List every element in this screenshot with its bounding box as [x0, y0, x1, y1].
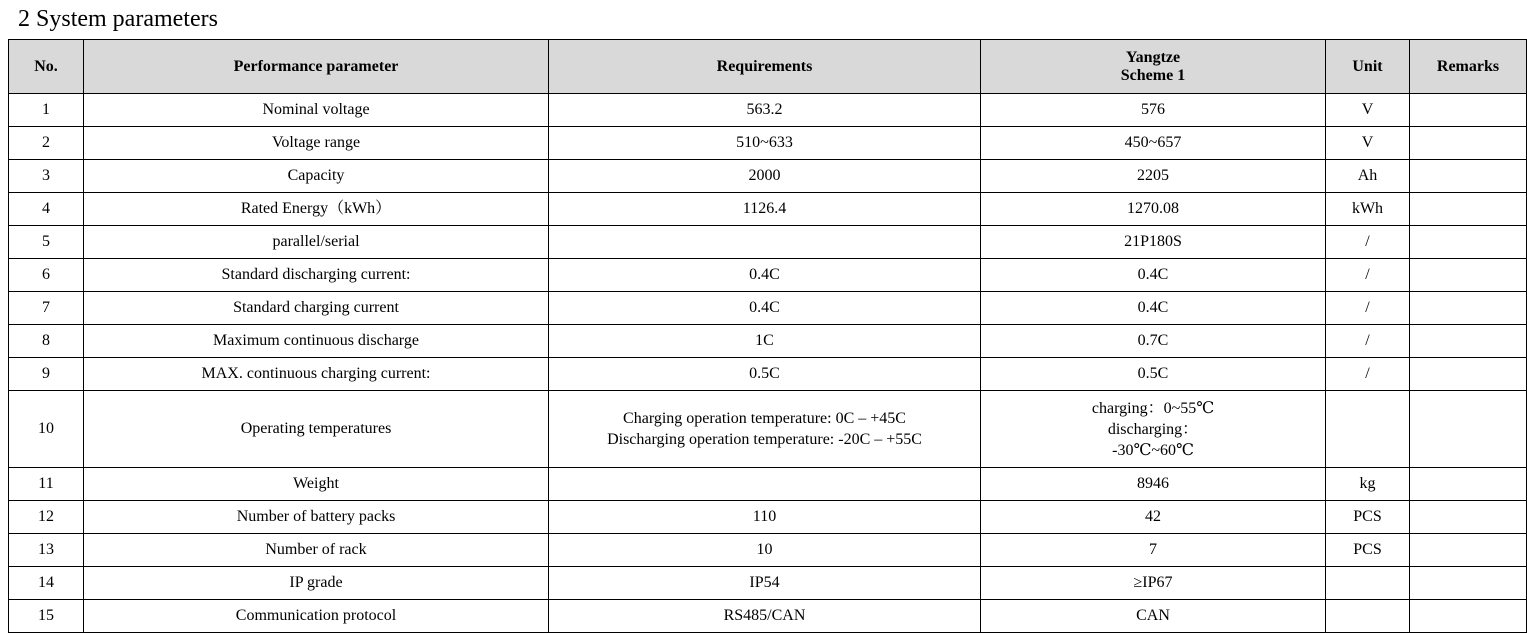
cell-remarks: [1410, 567, 1527, 600]
table-row: [9, 534, 1527, 567]
table-row: [9, 501, 1527, 534]
cell-scheme: 1270.08: [981, 193, 1326, 226]
cell-requirements: 0.4C: [549, 292, 981, 325]
cell-no: 9: [9, 358, 84, 391]
cell-unit: kg: [1326, 468, 1410, 501]
cell-performance-parameter: Operating temperatures: [84, 391, 549, 468]
table-row: [9, 94, 1527, 127]
cell-remarks: [1410, 259, 1527, 292]
header-scheme-line1: Yangtze: [1125, 48, 1181, 66]
cell-no: 12: [9, 501, 84, 534]
cell-requirements: [549, 226, 981, 259]
cell-no: 7: [9, 292, 84, 325]
cell-no: 3: [9, 160, 84, 193]
cell-no: 2: [9, 127, 84, 160]
cell-no: 8: [9, 325, 84, 358]
cell-requirements: [549, 468, 981, 501]
cell-remarks: [1410, 534, 1527, 567]
header-unit: Unit: [1326, 40, 1410, 94]
cell-performance-parameter: Nominal voltage: [84, 94, 549, 127]
cell-performance-parameter: IP grade: [84, 567, 549, 600]
table-row: [9, 358, 1527, 391]
cell-requirements: 510~633: [549, 127, 981, 160]
table-row: [9, 391, 1527, 468]
cell-remarks: [1410, 226, 1527, 259]
cell-unit: /: [1326, 325, 1410, 358]
header-remarks: Remarks: [1410, 40, 1527, 94]
cell-performance-parameter: Number of battery packs: [84, 501, 549, 534]
cell-unit: /: [1326, 358, 1410, 391]
cell-performance-parameter: Capacity: [84, 160, 549, 193]
cell-scheme: 2205: [981, 160, 1326, 193]
cell-remarks: [1410, 292, 1527, 325]
table-row: [9, 259, 1527, 292]
cell-unit: [1326, 600, 1410, 633]
cell-scheme: 21P180S: [981, 226, 1326, 259]
cell-performance-parameter: parallel/serial: [84, 226, 549, 259]
cell-unit: /: [1326, 226, 1410, 259]
cell-requirements: 2000: [549, 160, 981, 193]
cell-performance-parameter: Rated Energy（kWh）: [84, 193, 549, 226]
cell-no: 15: [9, 600, 84, 633]
cell-scheme: CAN: [981, 600, 1326, 633]
cell-remarks: [1410, 358, 1527, 391]
cell-unit: /: [1326, 259, 1410, 292]
cell-unit: PCS: [1326, 501, 1410, 534]
cell-unit: PCS: [1326, 534, 1410, 567]
cell-remarks: [1410, 325, 1527, 358]
cell-performance-parameter: Standard charging current: [84, 292, 549, 325]
cell-scheme: 0.4C: [981, 259, 1326, 292]
cell-unit: V: [1326, 127, 1410, 160]
cell-remarks: [1410, 600, 1527, 633]
cell-no: 4: [9, 193, 84, 226]
cell-remarks: [1410, 501, 1527, 534]
cell-requirements: 10: [549, 534, 981, 567]
cell-remarks: [1410, 391, 1527, 468]
cell-scheme: 8946: [981, 468, 1326, 501]
header-performance-parameter: Performance parameter: [84, 40, 549, 94]
table-row: [9, 127, 1527, 160]
table-row: [9, 226, 1527, 259]
cell-remarks: [1410, 94, 1527, 127]
cell-unit: [1326, 567, 1410, 600]
cell-requirements: 563.2: [549, 94, 981, 127]
cell-remarks: [1410, 193, 1527, 226]
cell-unit: [1326, 391, 1410, 468]
cell-requirements: 110: [549, 501, 981, 534]
cell-scheme: 0.5C: [981, 358, 1326, 391]
table-row: [9, 567, 1527, 600]
header-requirements: Requirements: [549, 40, 981, 94]
section-title: 2 System parameters: [18, 6, 218, 32]
table-body: [9, 94, 1527, 633]
cell-scheme-line: charging：0~55℃: [1091, 399, 1215, 417]
cell-performance-parameter: Maximum continuous discharge: [84, 325, 549, 358]
table-row: [9, 600, 1527, 633]
cell-remarks: [1410, 127, 1527, 160]
table-row: [9, 193, 1527, 226]
cell-requirements: [549, 391, 981, 468]
cell-scheme: 42: [981, 501, 1326, 534]
cell-unit: kWh: [1326, 193, 1410, 226]
cell-scheme: 7: [981, 534, 1326, 567]
header-no: No.: [9, 40, 84, 94]
table-row: [9, 325, 1527, 358]
table-row: [9, 468, 1527, 501]
cell-no: 1: [9, 94, 84, 127]
cell-performance-parameter: Number of rack: [84, 534, 549, 567]
cell-unit: /: [1326, 292, 1410, 325]
cell-remarks: [1410, 468, 1527, 501]
cell-performance-parameter: Communication protocol: [84, 600, 549, 633]
cell-remarks: [1410, 160, 1527, 193]
table-row: [9, 292, 1527, 325]
cell-requirements: 0.5C: [549, 358, 981, 391]
cell-no: 14: [9, 567, 84, 600]
cell-requirements-line: Charging operation temperature: 0C – +45C: [623, 410, 906, 427]
cell-unit: Ah: [1326, 160, 1410, 193]
cell-scheme: 450~657: [981, 127, 1326, 160]
cell-requirements: 0.4C: [549, 259, 981, 292]
cell-no: 6: [9, 259, 84, 292]
header-scheme: [981, 40, 1326, 94]
cell-requirements: RS485/CAN: [549, 600, 981, 633]
cell-performance-parameter: MAX. continuous charging current:: [84, 358, 549, 391]
cell-requirements: IP54: [549, 567, 981, 600]
cell-performance-parameter: Standard discharging current:: [84, 259, 549, 292]
cell-scheme-line: discharging：: [1107, 420, 1199, 438]
cell-performance-parameter: Voltage range: [84, 127, 549, 160]
cell-requirements: 1126.4: [549, 193, 981, 226]
cell-requirements-line: Discharging operation temperature: -20C – +55C: [607, 431, 922, 448]
cell-scheme-line: -30℃~60℃: [1112, 441, 1194, 459]
cell-no: 10: [9, 391, 84, 468]
cell-scheme: 0.7C: [981, 325, 1326, 358]
cell-no: 13: [9, 534, 84, 567]
cell-no: 5: [9, 226, 84, 259]
table-row: [9, 160, 1527, 193]
cell-no: 11: [9, 468, 84, 501]
table-header-row: [9, 40, 1527, 94]
system-parameters-table: [8, 39, 1527, 633]
header-scheme-line2: Scheme 1: [1120, 66, 1186, 84]
cell-scheme: ≥IP67: [981, 567, 1326, 600]
cell-scheme: [981, 391, 1326, 468]
cell-requirements: 1C: [549, 325, 981, 358]
cell-unit: V: [1326, 94, 1410, 127]
cell-performance-parameter: Weight: [84, 468, 549, 501]
cell-scheme: 0.4C: [981, 292, 1326, 325]
cell-scheme: 576: [981, 94, 1326, 127]
